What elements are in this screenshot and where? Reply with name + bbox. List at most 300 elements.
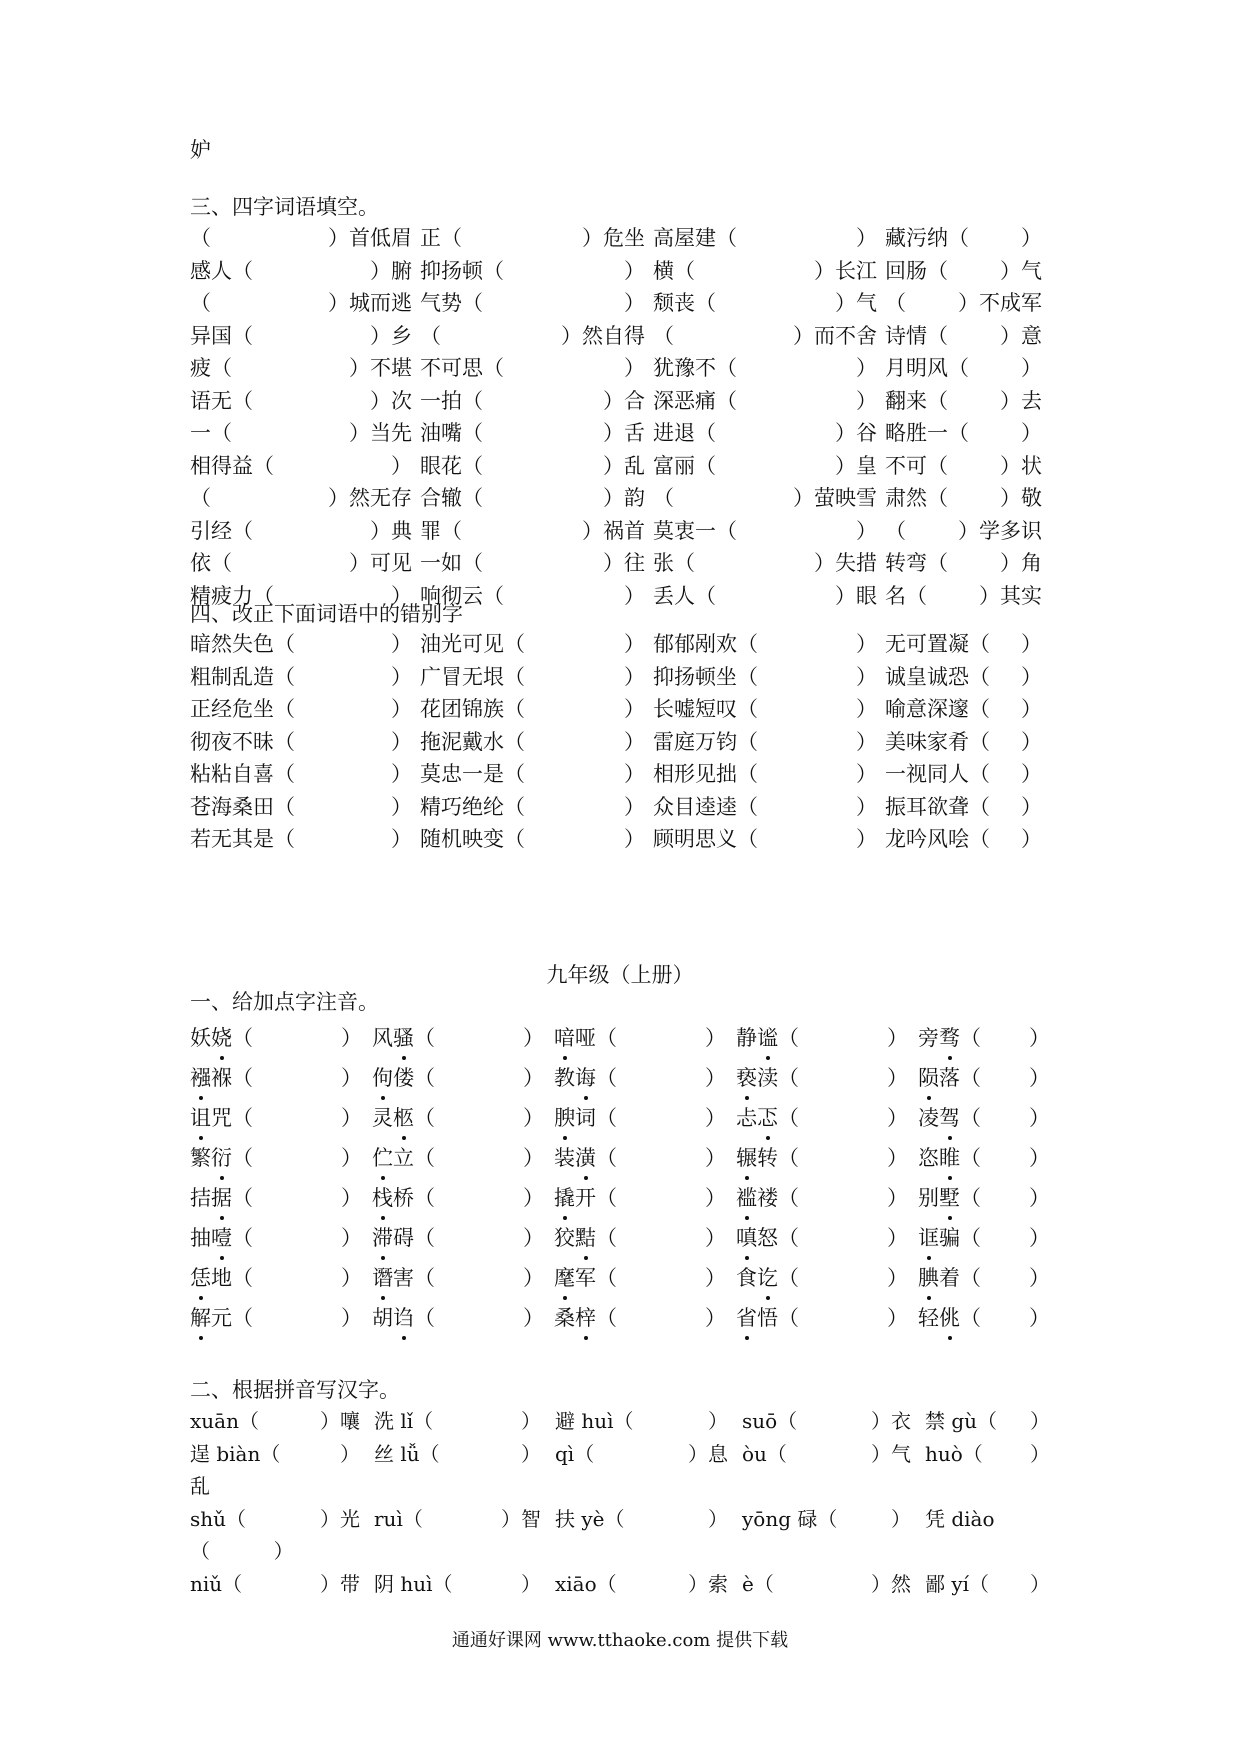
- dotted-char: 伫: [372, 1138, 393, 1178]
- item-suffix: ）: [1021, 827, 1042, 851]
- word-item: [653, 628, 885, 661]
- item-prefix: 响彻云（: [420, 583, 504, 608]
- item-suffix: ）意: [1000, 323, 1042, 348]
- item-suffix: ）不堪: [349, 356, 412, 380]
- answer-bracket-close: ）: [887, 1106, 908, 1130]
- word-item: [885, 417, 1050, 450]
- answer-bracket-close: ）: [523, 1066, 544, 1090]
- word-with-dot: 佝偻（: [372, 1058, 435, 1098]
- dotted-char: 诌: [393, 1298, 414, 1338]
- pinyin-row: [190, 1178, 1050, 1218]
- item-suffix: ）敬: [1000, 486, 1042, 510]
- word-item: [885, 758, 1050, 791]
- word-with-dot: 谮害（: [372, 1258, 435, 1298]
- word-item: [653, 287, 885, 320]
- pinyin-item: [918, 1018, 1050, 1058]
- pinyin-item: [736, 1258, 918, 1298]
- word-item: [653, 450, 885, 483]
- hanzi-item: [555, 1503, 742, 1536]
- hanzi-item: [742, 1503, 925, 1536]
- word-row: [190, 823, 1050, 856]
- word-with-dot: 褴褛（: [736, 1178, 799, 1218]
- answer-bracket-close: ）: [705, 1146, 726, 1170]
- dotted-char: 噎: [211, 1218, 232, 1258]
- item-suffix: ）腑: [370, 258, 412, 283]
- item-suffix: ）气: [871, 1441, 911, 1466]
- hanzi-item: [925, 1438, 1050, 1471]
- word-item: [420, 791, 653, 824]
- word-row: [190, 482, 1050, 515]
- word-item: [885, 823, 1050, 856]
- item-prefix: 阴 huì（: [374, 1571, 453, 1596]
- word-item: [190, 352, 420, 385]
- item-prefix: 抑扬顿（: [420, 258, 504, 283]
- item-suffix: ）: [856, 794, 877, 819]
- word-with-dot: 恁地（: [190, 1258, 253, 1298]
- word-item: [653, 823, 885, 856]
- item-suffix: ）: [624, 827, 645, 851]
- word-row: [190, 693, 1050, 726]
- item-suffix: ）: [391, 664, 412, 689]
- item-suffix: ）危坐: [582, 226, 645, 250]
- item-suffix: ）: [391, 632, 412, 656]
- item-suffix: ）: [1021, 762, 1042, 786]
- item-prefix: 苍海桑田（: [190, 794, 295, 819]
- word-item: [420, 693, 653, 726]
- dotted-char: 讫: [757, 1258, 778, 1298]
- item-suffix: ）气: [835, 291, 877, 315]
- item-prefix: 藏污纳（: [885, 226, 969, 250]
- dotted-char: 腆: [918, 1258, 939, 1298]
- section-1-grid: [190, 1018, 1050, 1338]
- word-with-dot: 装潢（: [554, 1138, 617, 1178]
- item-prefix: è（: [742, 1571, 774, 1596]
- pinyin-item: [554, 1058, 736, 1098]
- item-prefix: 一拍（: [420, 388, 483, 413]
- item-suffix: ）: [624, 762, 645, 786]
- item-prefix: 转弯（: [885, 551, 948, 575]
- item-prefix: 横（: [653, 258, 695, 283]
- item-prefix: 相得益（: [190, 453, 274, 478]
- item-prefix: 眼花（: [420, 453, 483, 478]
- item-suffix: ）: [391, 827, 412, 851]
- item-prefix: 依（: [190, 551, 232, 575]
- answer-bracket-close: ）: [705, 1186, 726, 1210]
- item-suffix: ）长江: [814, 258, 877, 283]
- item-suffix: ）: [856, 827, 877, 851]
- word-item: [653, 791, 885, 824]
- word-item: [653, 758, 885, 791]
- word-item: [885, 515, 1050, 548]
- word-item: [420, 758, 653, 791]
- item-suffix: ）气: [1000, 258, 1042, 283]
- hanzi-item: [374, 1438, 555, 1471]
- item-prefix: 肃然（: [885, 486, 948, 510]
- pinyin-item: [190, 1098, 372, 1138]
- word-item: [190, 791, 420, 824]
- item-suffix: ）: [624, 794, 645, 819]
- item-suffix: ）: [1021, 632, 1042, 656]
- item-suffix: ）息: [688, 1441, 728, 1466]
- item-suffix: ）: [391, 794, 412, 819]
- item-prefix: 犹豫不（: [653, 356, 737, 380]
- answer-bracket-close: ）: [705, 1306, 726, 1330]
- word-with-dot: 襁褓（: [190, 1058, 253, 1098]
- word-row: [190, 450, 1050, 483]
- item-suffix: ）祸首: [582, 518, 645, 543]
- answer-bracket-close: ）: [1029, 1226, 1050, 1250]
- item-prefix: 凭 diào: [925, 1506, 995, 1531]
- item-suffix: ）: [1021, 226, 1042, 250]
- item-prefix: 引经（: [190, 518, 253, 543]
- item-suffix: ）去: [1000, 388, 1042, 413]
- dotted-char: 诅: [190, 1098, 211, 1138]
- item-prefix: xiāo（: [555, 1571, 617, 1596]
- item-prefix: 随机映变（: [420, 827, 525, 851]
- item-prefix: 精疲力（: [190, 583, 274, 608]
- pinyin-item: [554, 1018, 736, 1058]
- answer-bracket-close: ）: [887, 1226, 908, 1250]
- word-item: [885, 352, 1050, 385]
- pinyin-row: [190, 1018, 1050, 1058]
- answer-bracket-close: ）: [523, 1266, 544, 1290]
- item-prefix: （: [885, 518, 906, 543]
- answer-bracket-close: ）: [523, 1306, 544, 1330]
- word-with-dot: 陨落（: [918, 1058, 981, 1098]
- word-item: [420, 628, 653, 661]
- word-item: [885, 450, 1050, 483]
- word-with-dot: 诓骗（: [918, 1218, 981, 1258]
- hanzi-item: [374, 1568, 555, 1601]
- item-suffix: ）然无存: [328, 486, 412, 510]
- word-item: [190, 726, 420, 759]
- item-suffix: ）: [856, 388, 877, 413]
- dotted-char: 襁: [190, 1058, 211, 1098]
- item-suffix: ）其实: [979, 583, 1042, 608]
- item-suffix: ）: [856, 356, 877, 380]
- hanzi-item: [555, 1405, 742, 1438]
- answer-bracket-close: ）: [1029, 1106, 1050, 1130]
- word-with-dot: 抽噎（: [190, 1218, 253, 1258]
- item-suffix: ）: [856, 664, 877, 689]
- hanzi-item: [190, 1405, 374, 1438]
- dotted-char: 辗: [736, 1138, 757, 1178]
- hanzi-item: [742, 1405, 925, 1438]
- word-with-dot: 恣睢（: [918, 1138, 981, 1178]
- word-with-dot: 伫立（: [372, 1138, 435, 1178]
- pinyin-row: [190, 1138, 1050, 1178]
- word-with-dot: 食讫（: [736, 1258, 799, 1298]
- word-with-dot: 妖娆（: [190, 1018, 253, 1058]
- item-prefix: 略胜一（: [885, 421, 969, 445]
- answer-bracket-close: ）: [523, 1186, 544, 1210]
- item-suffix: ）: [624, 632, 645, 656]
- word-with-dot: 诅咒（: [190, 1098, 253, 1138]
- pinyin-item: [372, 1178, 554, 1218]
- item-prefix: 莫衷一（: [653, 518, 737, 543]
- word-item: [190, 287, 420, 320]
- answer-bracket-close: ）: [523, 1146, 544, 1170]
- hanzi-item: [555, 1568, 742, 1601]
- item-prefix: 正经危坐（: [190, 697, 295, 721]
- pinyin-item: [372, 1298, 554, 1338]
- item-prefix: òu（: [742, 1441, 787, 1466]
- word-item: [190, 320, 420, 353]
- item-prefix: 洗 lǐ（: [374, 1409, 434, 1433]
- word-row: [190, 547, 1050, 580]
- word-item: [653, 352, 885, 385]
- word-row: [190, 726, 1050, 759]
- dotted-char: 墅: [939, 1178, 960, 1218]
- dotted-char: 忑: [757, 1098, 778, 1138]
- item-suffix: ）乡: [370, 323, 412, 348]
- item-suffix: ）: [521, 1571, 541, 1596]
- hanzi-row: [190, 1568, 1050, 1601]
- item-prefix: 逞 biàn（: [190, 1441, 281, 1466]
- item-suffix: ）: [856, 729, 877, 754]
- word-with-dot: 拮据（: [190, 1178, 253, 1218]
- word-item: [885, 287, 1050, 320]
- item-prefix: 丝 lǚ（: [374, 1441, 440, 1466]
- item-suffix: ）嚷: [320, 1409, 360, 1433]
- pinyin-item: [554, 1258, 736, 1298]
- item-suffix: ）角: [1000, 551, 1042, 575]
- pinyin-item: [918, 1058, 1050, 1098]
- word-item: [190, 628, 420, 661]
- item-prefix: 不可（: [885, 453, 948, 478]
- item-prefix: 异国（: [190, 323, 253, 348]
- item-prefix: 语无（: [190, 388, 253, 413]
- word-with-dot: 风骚（: [372, 1018, 435, 1058]
- word-item: [653, 417, 885, 450]
- pinyin-item: [918, 1138, 1050, 1178]
- pinyin-item: [736, 1298, 918, 1338]
- section-2-title: 二、根据拼音写汉字。: [190, 1378, 400, 1402]
- item-prefix: 疲（: [190, 356, 232, 380]
- item-suffix: ）智: [501, 1506, 541, 1531]
- pinyin-row: [190, 1058, 1050, 1098]
- dotted-char: 柩: [393, 1098, 414, 1138]
- item-prefix: （: [653, 323, 674, 348]
- word-item: [885, 255, 1050, 288]
- dotted-char: 解: [190, 1298, 211, 1338]
- hanzi-item: [374, 1503, 555, 1536]
- item-suffix: ）: [856, 762, 877, 786]
- section-4-grid: [190, 628, 1050, 856]
- word-with-dot: 撬开（: [554, 1178, 617, 1218]
- dotted-char: 诲: [575, 1058, 596, 1098]
- word-row: [190, 255, 1050, 288]
- pinyin-row: [190, 1098, 1050, 1138]
- word-item: [653, 222, 885, 255]
- item-suffix: ）衣: [871, 1409, 911, 1433]
- word-item: [653, 726, 885, 759]
- word-item: [885, 791, 1050, 824]
- item-prefix: 粗制乱造（: [190, 664, 295, 689]
- item-prefix: suō（: [742, 1409, 798, 1433]
- answer-bracket-close: ）: [1029, 1306, 1050, 1330]
- word-item: [885, 580, 1050, 613]
- section-3-grid: [190, 222, 1050, 612]
- word-item: [885, 385, 1050, 418]
- word-item: [653, 385, 885, 418]
- item-prefix: 莫忠一是（: [420, 762, 525, 786]
- pinyin-item: [918, 1098, 1050, 1138]
- word-row: [190, 417, 1050, 450]
- word-with-dot: 亵渎（: [736, 1058, 799, 1098]
- word-item: [190, 693, 420, 726]
- pinyin-item: [190, 1058, 372, 1098]
- item-prefix: 众目逵逵（: [653, 794, 758, 819]
- dotted-char: 谧: [757, 1018, 778, 1058]
- item-prefix: 广冒无垠（: [420, 664, 525, 689]
- item-suffix: ）眼: [835, 583, 877, 608]
- item-suffix: ）皇: [835, 453, 877, 478]
- item-prefix: 扶 yè（: [555, 1506, 625, 1531]
- item-suffix: ）城而逃: [328, 291, 412, 315]
- item-suffix: ）光: [320, 1506, 360, 1531]
- item-prefix: 月明风（: [885, 356, 969, 380]
- pinyin-item: [372, 1258, 554, 1298]
- hanzi-row: [190, 1405, 1050, 1438]
- item-prefix: 拖泥戴水（: [420, 729, 525, 754]
- item-suffix: ）: [391, 583, 412, 608]
- word-item: [190, 547, 420, 580]
- answer-bracket-close: ）: [523, 1026, 544, 1050]
- answer-bracket-close: ）: [887, 1186, 908, 1210]
- dotted-char: 亵: [736, 1058, 757, 1098]
- word-with-dot: 静谧（: [736, 1018, 799, 1058]
- pinyin-item: [736, 1218, 918, 1258]
- answer-bracket-close: ）: [887, 1266, 908, 1290]
- item-suffix: ）: [624, 729, 645, 754]
- dotted-char: 腴: [554, 1098, 575, 1138]
- word-row: [190, 320, 1050, 353]
- item-prefix: 进退（: [653, 421, 716, 445]
- word-row: [190, 352, 1050, 385]
- dotted-char: 据: [211, 1178, 232, 1218]
- pinyin-row: [190, 1258, 1050, 1298]
- word-item: [420, 450, 653, 483]
- item-prefix: 抑扬顿坐（: [653, 664, 758, 689]
- word-item: [885, 628, 1050, 661]
- pinyin-item: [372, 1218, 554, 1258]
- hanzi-item: [190, 1503, 374, 1536]
- word-with-dot: 狡黠（: [554, 1218, 617, 1258]
- item-suffix: ）: [708, 1409, 728, 1433]
- dotted-char: 恁: [190, 1258, 211, 1298]
- item-prefix: 暗然失色（: [190, 632, 295, 656]
- word-item: [885, 320, 1050, 353]
- item-suffix: ）首低眉: [328, 226, 412, 250]
- pinyin-item: [372, 1138, 554, 1178]
- word-row: [190, 661, 1050, 694]
- item-suffix: ）: [391, 762, 412, 786]
- word-item: [190, 385, 420, 418]
- answer-bracket-close: ）: [341, 1226, 362, 1250]
- answer-bracket-close: ）: [705, 1266, 726, 1290]
- dotted-char: 撬: [554, 1178, 575, 1218]
- item-prefix: （: [653, 486, 674, 510]
- item-suffix: ）当先: [349, 421, 412, 445]
- item-prefix: 粘粘自喜（: [190, 762, 295, 786]
- hanzi-item: [555, 1438, 742, 1471]
- row-continuation: （ ）: [190, 1539, 294, 1563]
- item-prefix: xuān（: [190, 1409, 259, 1433]
- pinyin-item: [736, 1098, 918, 1138]
- word-item: [653, 255, 885, 288]
- word-row: [190, 791, 1050, 824]
- item-suffix: ）: [391, 729, 412, 754]
- item-suffix: ）: [856, 632, 877, 656]
- answer-bracket-close: ）: [887, 1066, 908, 1090]
- item-suffix: ）然: [871, 1571, 911, 1596]
- pinyin-item: [554, 1298, 736, 1338]
- item-suffix: ）可见: [349, 551, 412, 575]
- section-1-title: 一、给加点字注音。: [190, 990, 379, 1014]
- row-continuation: 乱: [190, 1474, 210, 1498]
- word-with-dot: 辗转（: [736, 1138, 799, 1178]
- item-prefix: 龙吟风哙（: [885, 827, 990, 851]
- item-prefix: 名（: [885, 583, 927, 608]
- dotted-char: 黠: [575, 1218, 596, 1258]
- hanzi-row: [190, 1438, 1050, 1471]
- item-prefix: ruì（: [374, 1506, 423, 1531]
- item-prefix: 合辙（: [420, 486, 483, 510]
- item-prefix: 相形见拙（: [653, 762, 758, 786]
- word-with-dot: 喑哑（: [554, 1018, 617, 1058]
- item-suffix: ）次: [370, 388, 412, 413]
- grade-title: 九年级（上册）: [546, 963, 694, 987]
- dotted-char: 嗔: [736, 1218, 757, 1258]
- item-suffix: ）: [521, 1409, 541, 1433]
- answer-bracket-close: ）: [887, 1026, 908, 1050]
- word-item: [190, 823, 420, 856]
- item-suffix: ）: [1021, 794, 1042, 819]
- hanzi-item: [190, 1438, 374, 1471]
- word-with-dot: 桑梓（: [554, 1298, 617, 1338]
- item-suffix: ）然自得: [561, 323, 645, 348]
- word-item: [885, 661, 1050, 694]
- item-prefix: 深恶痛（: [653, 388, 737, 413]
- item-suffix: ）: [1021, 697, 1042, 721]
- pinyin-item: [554, 1178, 736, 1218]
- hanzi-row: [190, 1503, 1050, 1536]
- dotted-char: 喑: [554, 1018, 575, 1058]
- item-suffix: ）: [1021, 421, 1042, 445]
- dotted-char: 骛: [939, 1018, 960, 1058]
- word-with-dot: 栈桥（: [372, 1178, 435, 1218]
- item-suffix: ）: [856, 518, 877, 543]
- word-with-dot: 忐忑（: [736, 1098, 799, 1138]
- word-with-dot: 轻佻（: [918, 1298, 981, 1338]
- answer-bracket-close: ）: [523, 1226, 544, 1250]
- pinyin-item: [554, 1138, 736, 1178]
- word-item: [420, 482, 653, 515]
- item-suffix: ）状: [1000, 453, 1042, 478]
- word-item: [885, 482, 1050, 515]
- answer-bracket-close: ）: [341, 1266, 362, 1290]
- word-with-dot: 胡诌（: [372, 1298, 435, 1338]
- pinyin-item: [190, 1298, 372, 1338]
- item-suffix: ）: [856, 226, 877, 250]
- item-prefix: 感人（: [190, 258, 253, 283]
- dotted-char: 骚: [393, 1018, 414, 1058]
- word-with-dot: 凌驾（: [918, 1098, 981, 1138]
- item-suffix: ）: [521, 1441, 541, 1466]
- pinyin-item: [918, 1298, 1050, 1338]
- word-row: [190, 222, 1050, 255]
